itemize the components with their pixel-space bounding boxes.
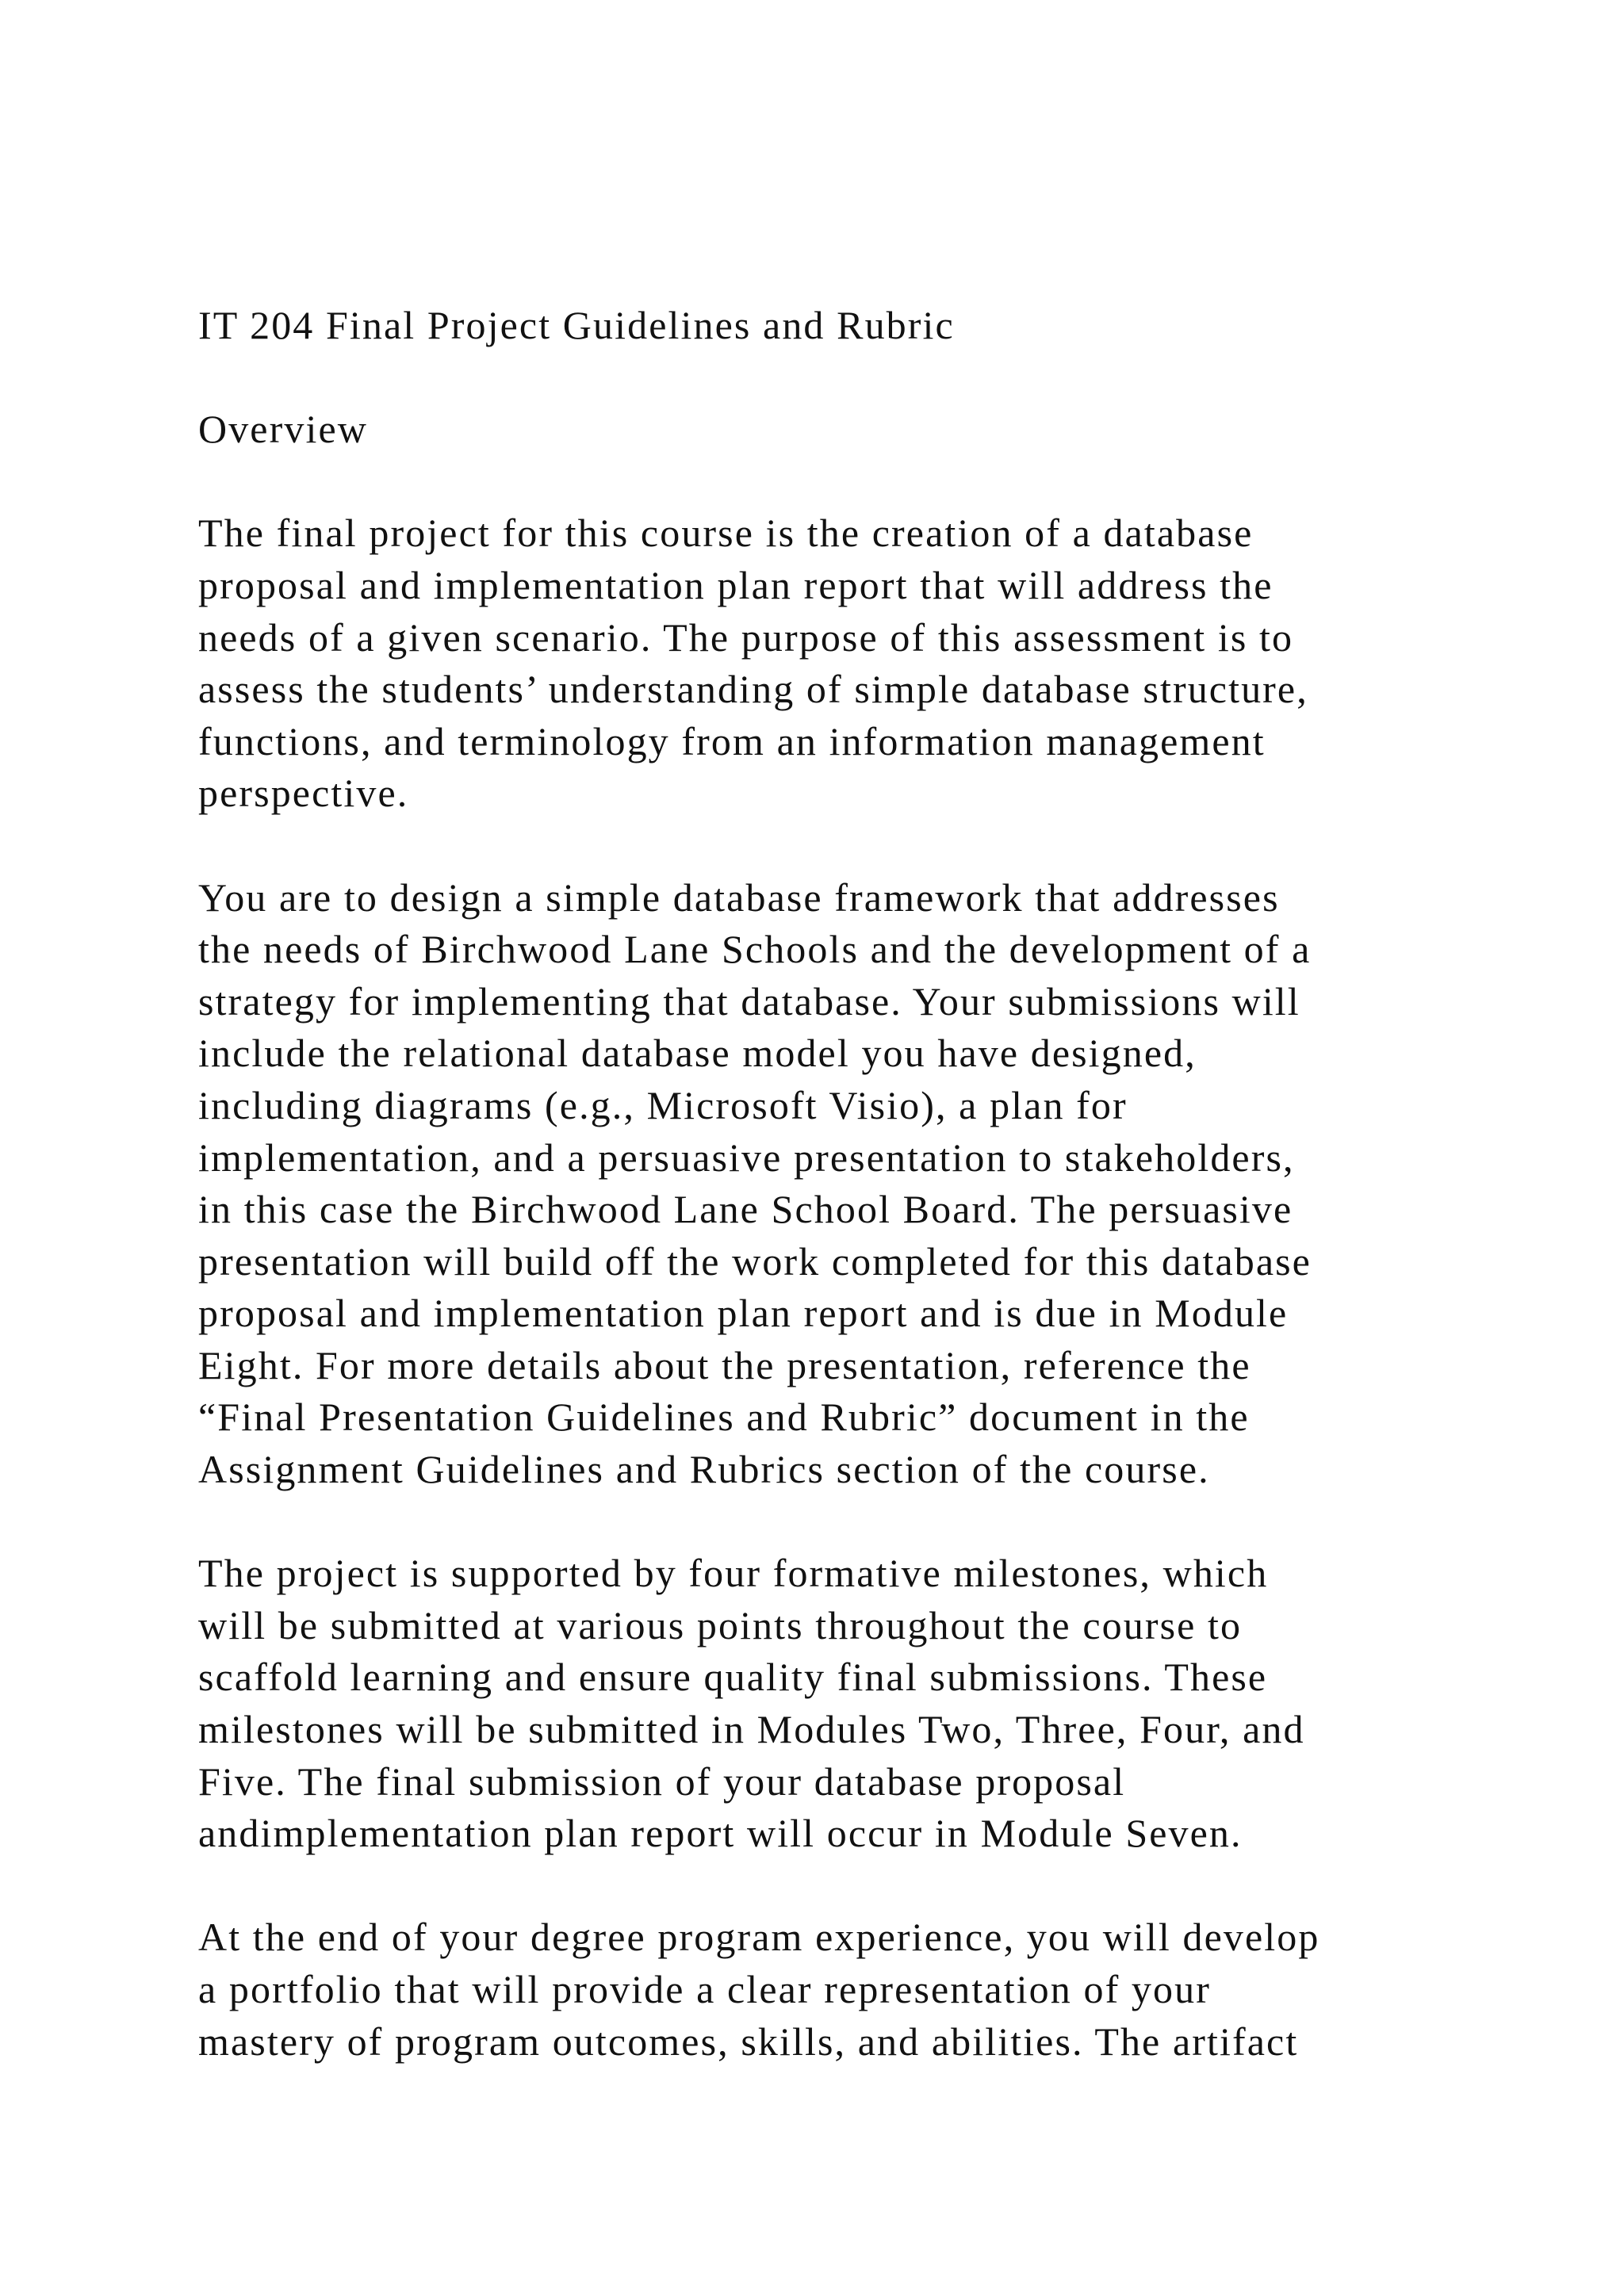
text-line: mastery of program outcomes, skills, and abilities. The artifact xyxy=(198,2019,1299,2064)
text-line: At the end of your degree program experience, you will develop xyxy=(198,1915,1320,1960)
text-line: IT 204 Final Project Guidelines and Rubric xyxy=(198,303,955,347)
text-line: including diagrams (e.g., Microsoft Visio), a plan for xyxy=(198,1082,1128,1127)
document-title xyxy=(198,300,1435,352)
text-line: the needs of Birchwood Lane Schools and the development of a xyxy=(198,927,1312,972)
section-heading-overview xyxy=(198,404,1435,456)
text-line: Assignment Guidelines and Rubrics section of the course. xyxy=(198,1447,1210,1492)
text-line: proposal and implementation plan report that will address the xyxy=(198,562,1274,607)
text-line: implementation, and a persuasive presentation to stakeholders, xyxy=(198,1135,1295,1180)
text-line: Eight. For more details about the presentation, reference the xyxy=(198,1342,1251,1387)
document-body xyxy=(198,300,1435,2120)
text-line: include the relational database model you have designed, xyxy=(198,1031,1197,1076)
text-line: The final project for this course is the creation of a database xyxy=(198,511,1254,556)
text-line: perspective. xyxy=(198,771,409,816)
text-line: proposal and implementation plan report and is due in Module xyxy=(198,1291,1289,1336)
text-line: functions, and terminology from an information management xyxy=(198,718,1266,763)
text-line: a portfolio that will provide a clear representation of your xyxy=(198,1967,1211,2011)
text-line: Five. The final submission of your database proposal xyxy=(198,1758,1126,1804)
paragraph-project-intro xyxy=(198,507,1435,820)
text-line: needs of a given scenario. The purpose of this assessment is to xyxy=(198,614,1294,660)
text-line: assess the students’ understanding of simple database structure, xyxy=(198,667,1308,712)
text-line: strategy for implementing that database. Your submissions will xyxy=(198,978,1300,1024)
text-line: in this case the Birchwood Lane School Board. The persuasive xyxy=(198,1187,1293,1232)
text-line: Overview xyxy=(198,407,368,452)
paragraph-design-task xyxy=(198,872,1435,1496)
text-line: The project is supported by four formative milestones, which xyxy=(198,1551,1269,1596)
paragraph-milestones xyxy=(198,1548,1435,1860)
paragraph-portfolio xyxy=(198,1911,1435,2068)
text-line: will be submitted at various points throughout the course to xyxy=(198,1602,1243,1647)
text-line: andimplementation plan report will occur in Module Seven. xyxy=(198,1811,1243,1856)
text-line: You are to design a simple database framework that addresses xyxy=(198,874,1280,920)
text-line: “Final Presentation Guidelines and Rubric” document in the xyxy=(198,1395,1250,1440)
text-line: presentation will build off the work completed for this database xyxy=(198,1238,1312,1284)
text-line: scaffold learning and ensure quality final submissions. These xyxy=(198,1655,1268,1700)
text-line: milestones will be submitted in Modules Two, Three, Four, and xyxy=(198,1707,1305,1752)
